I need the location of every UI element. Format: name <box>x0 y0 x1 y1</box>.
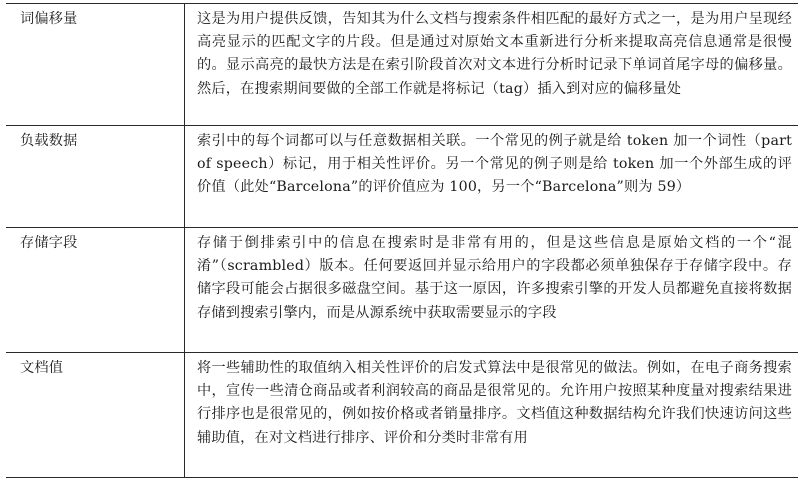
term-description-table <box>6 3 798 478</box>
term-cell: 词偏移量 <box>6 4 185 126</box>
description-cell: 将一些辅助性的取值纳入相关性评价的启发式算法中是很常见的做法。例如，在电子商务搜索中，宣传一些清仓商品或者利润较高的商品是很常见的。允许用户按照某种度量对搜索结果进行排序也是很常见的，例如按价格或者销量排序。文档值这种数据结构允许我们快速访问这些辅助值，在对文档进行排序、评价和分类时非常有用 <box>185 353 799 478</box>
description-cell: 这是为用户提供反馈，告知其为什么文档与搜索条件相匹配的最好方式之一，是为用户呈现经高亮显示的匹配文字的片段。但是通过对原始文本重新进行分析来提取高亮信息通常是很慢的。显示高亮的最快方法是在索引阶段首次对文本进行分析时记录下单词首尾字母的偏移量。然后，在搜索期间要做的全部工作就是将标记（tag）插入到对应的偏移量处 <box>185 4 799 126</box>
description-cell: 存储于倒排索引中的信息在搜索时是非常有用的，但是这些信息是原始文档的一个“混淆”（scrambled）版本。任何要返回并显示给用户的字段都必须单独保存于存储字段中。存储字段可能会占据很多磁盘空间。基于这一原因，许多搜索引擎的开发人员都避免直接将数据存储到搜索引擎内，而是从源系统中获取需要显示的字段 <box>185 228 799 353</box>
table-row <box>6 353 798 478</box>
table-row <box>6 228 798 353</box>
table-row <box>6 126 798 228</box>
term-cell: 存储字段 <box>6 228 185 353</box>
term-cell: 文档值 <box>6 353 185 478</box>
term-cell: 负载数据 <box>6 126 185 228</box>
description-cell: 索引中的每个词都可以与任意数据相关联。一个常见的例子就是给 token 加一个词性（part of speech）标记，用于相关性评价。另一个常见的例子则是给 token 加一个外部生成的评价值（此处“Barcelona”的评价值应为 100，另一个“Barcelona”则为 59） <box>185 126 799 228</box>
table-row <box>6 4 798 126</box>
